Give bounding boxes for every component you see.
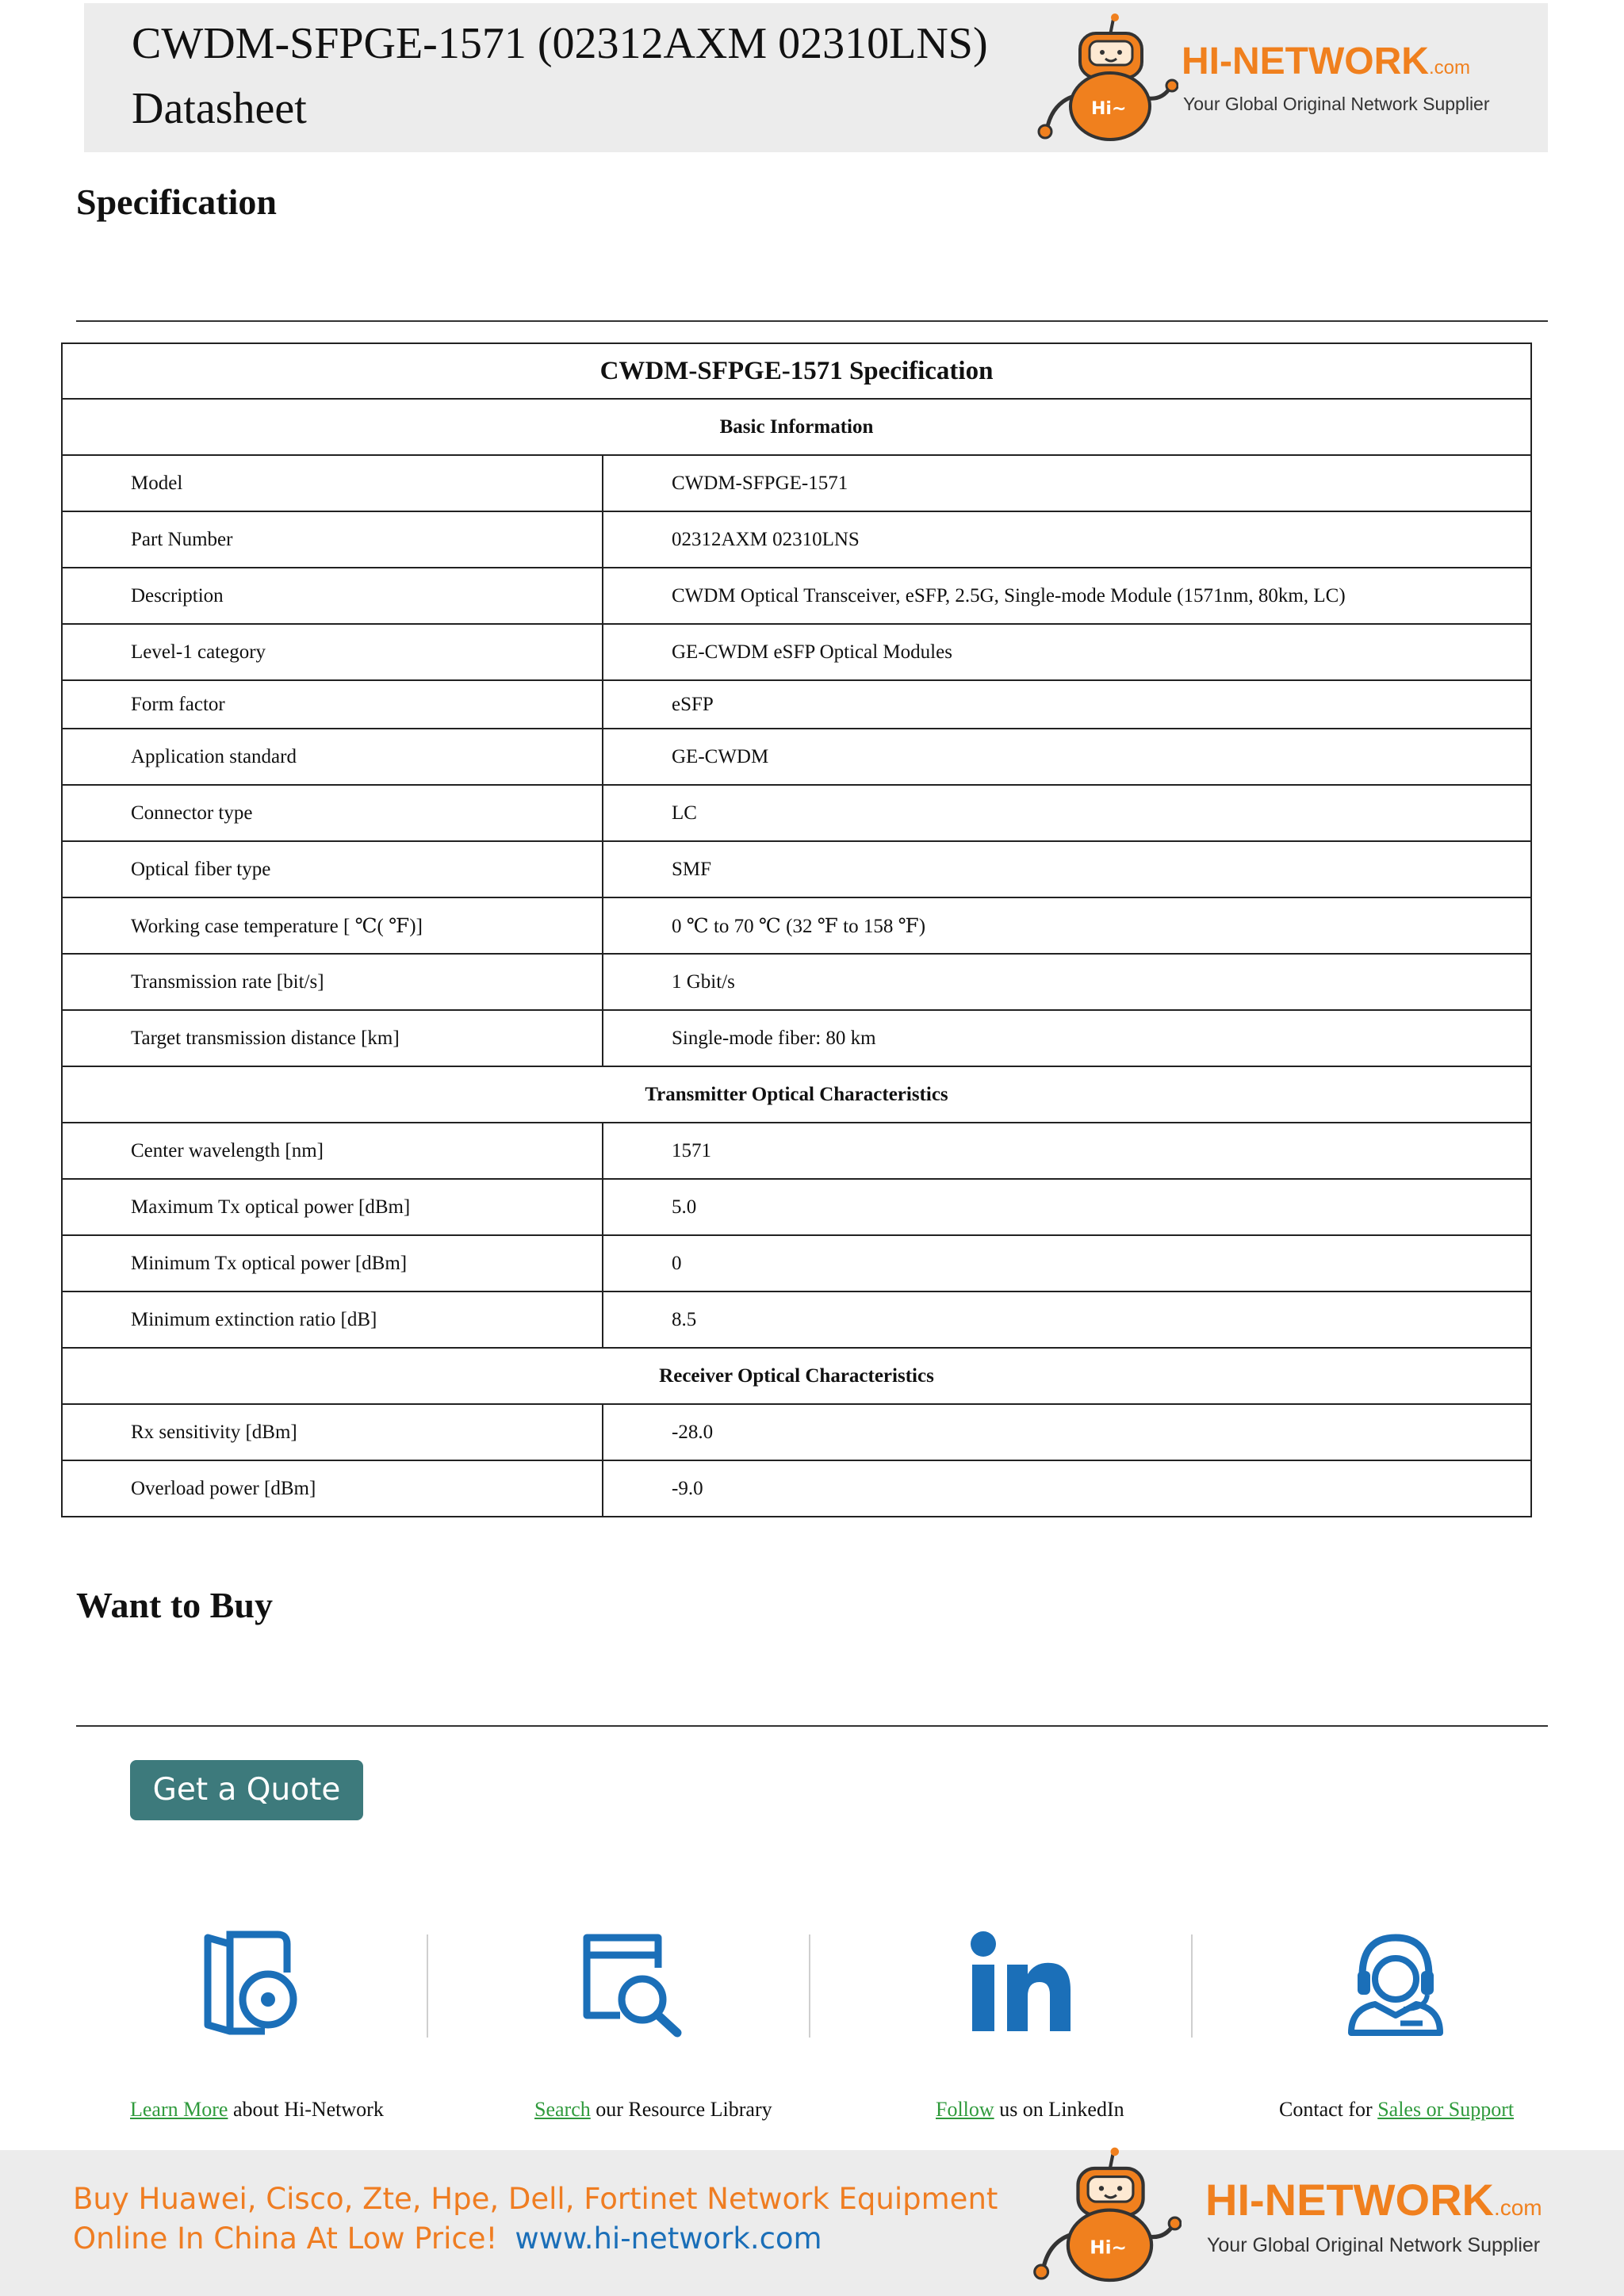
table-row [62, 568, 1531, 624]
spec-label: Overload power [dBm] [62, 1460, 603, 1517]
learn-more-link[interactable]: Learn More [130, 2098, 228, 2121]
section-title: Basic Information [62, 399, 1531, 455]
spec-label: Minimum Tx optical power [dBm] [62, 1235, 603, 1292]
spec-value: 0 [603, 1235, 1531, 1292]
section-header-row [62, 399, 1531, 455]
specification-divider [76, 320, 1548, 322]
table-row [62, 841, 1531, 897]
table-title-row [62, 343, 1531, 399]
spec-label: Center wavelength [nm] [62, 1123, 603, 1179]
robot-mascot-icon [1028, 11, 1178, 146]
spec-value: eSFP [603, 680, 1531, 729]
spec-value: SMF [603, 841, 1531, 897]
spec-label: Part Number [62, 511, 603, 568]
sales-or-support-link[interactable]: Sales or Support [1377, 2098, 1515, 2121]
spec-label: Application standard [62, 729, 603, 785]
document-title [132, 11, 988, 141]
table-row [62, 1179, 1531, 1235]
footer-promo-line-2: Online In China At Low Price! www.hi-network.com [73, 2221, 822, 2256]
spec-value: CWDM Optical Transceiver, eSFP, 2.5G, Single-mode Module (1571nm, 80km, LC) [603, 568, 1531, 624]
search-link[interactable]: Search [534, 2098, 591, 2121]
table-row [62, 729, 1531, 785]
follow-caption: Follow us on LinkedIn [936, 2098, 1124, 2121]
contact-caption: Contact for Sales or Support [1279, 2098, 1515, 2121]
search-caption: Search our Resource Library [534, 2098, 772, 2121]
specification-table-body [62, 343, 1531, 1517]
table-row [62, 1235, 1531, 1292]
table-title: CWDM-SFPGE-1571 Specification [62, 343, 1531, 399]
spec-value: -28.0 [603, 1404, 1531, 1460]
want-to-buy-heading: Want to Buy [76, 1585, 273, 1625]
section-title: Transmitter Optical Characteristics [62, 1066, 1531, 1123]
icon-separator [427, 1934, 428, 2038]
spec-value: -9.0 [603, 1460, 1531, 1517]
table-row [62, 1123, 1531, 1179]
follow-link[interactable]: Follow [936, 2098, 994, 2121]
spec-label: Target transmission distance [km] [62, 1010, 603, 1066]
section-header-row [62, 1066, 1531, 1123]
spec-label: Model [62, 455, 603, 511]
spec-value: 5.0 [603, 1179, 1531, 1235]
get-a-quote-button[interactable]: Get a Quote [130, 1760, 363, 1820]
footer-promo-line-1: Buy Huawei, Cisco, Zte, Hpe, Dell, Fortinet Network Equipment [73, 2182, 998, 2216]
logo-tagline: Your Global Original Network Supplier [1207, 2234, 1541, 2256]
spec-label: Maximum Tx optical power [dBm] [62, 1179, 603, 1235]
spec-value: 0 ℃ to 70 ℃ (32 ℉ to 158 ℉) [603, 897, 1531, 954]
spec-value: LC [603, 785, 1531, 841]
spec-value: 1571 [603, 1123, 1531, 1179]
footer-url-link[interactable]: www.hi-network.com [515, 2221, 822, 2256]
spec-label: Transmission rate [bit/s] [62, 954, 603, 1010]
spec-value: GE-CWDM eSFP Optical Modules [603, 624, 1531, 680]
spec-value: 8.5 [603, 1292, 1531, 1348]
table-row [62, 954, 1531, 1010]
table-row [62, 680, 1531, 729]
table-row [62, 455, 1531, 511]
spec-label: Working case temperature [ ℃( ℉)] [62, 897, 603, 954]
table-row [62, 1292, 1531, 1348]
header-logo [1028, 11, 1503, 146]
table-row [62, 1404, 1531, 1460]
table-row [62, 1010, 1531, 1066]
spec-value: CWDM-SFPGE-1571 [603, 455, 1531, 511]
icon-separator [1191, 1934, 1193, 2038]
spec-value: GE-CWDM [603, 729, 1531, 785]
specification-table [61, 342, 1532, 1517]
support-agent-icon[interactable] [1340, 1927, 1451, 2038]
footer-logo [1023, 2141, 1562, 2291]
table-row [62, 1460, 1531, 1517]
table-row [62, 624, 1531, 680]
search-window-icon[interactable] [579, 1927, 690, 2038]
icon-separator [809, 1934, 810, 2038]
title-line-2: Datasheet [132, 84, 307, 133]
spec-label: Connector type [62, 785, 603, 841]
table-row [62, 897, 1531, 954]
mascot-label: Hi~ [1091, 99, 1127, 119]
linkedin-icon[interactable] [964, 1927, 1075, 2038]
specification-heading: Specification [76, 182, 277, 222]
spec-value: 02312AXM 02310LNS [603, 511, 1531, 568]
table-row [62, 785, 1531, 841]
logo-brand-name: HI-NETWORK.com [1205, 2175, 1542, 2225]
mascot-label: Hi~ [1090, 2237, 1127, 2259]
table-row [62, 511, 1531, 568]
spec-label: Minimum extinction ratio [dB] [62, 1292, 603, 1348]
spec-label: Form factor [62, 680, 603, 729]
section-header-row [62, 1348, 1531, 1404]
section-title: Receiver Optical Characteristics [62, 1348, 1531, 1404]
want-to-buy-divider [76, 1725, 1548, 1727]
spec-value: 1 Gbit/s [603, 954, 1531, 1010]
logo-brand-name: HI-NETWORK.com [1182, 40, 1470, 82]
spec-label: Description [62, 568, 603, 624]
spec-value: Single-mode fiber: 80 km [603, 1010, 1531, 1066]
spec-label: Level-1 category [62, 624, 603, 680]
title-line-1: CWDM-SFPGE-1571 (02312AXM 02310LNS) [132, 19, 988, 68]
logo-tagline: Your Global Original Network Supplier [1183, 94, 1490, 114]
learn-more-caption: Learn More about Hi-Network [130, 2098, 384, 2121]
spec-label: Rx sensitivity [dBm] [62, 1404, 603, 1460]
spec-label: Optical fiber type [62, 841, 603, 897]
robot-mascot-icon [1023, 2141, 1182, 2291]
book-disc-icon[interactable] [198, 1927, 309, 2038]
